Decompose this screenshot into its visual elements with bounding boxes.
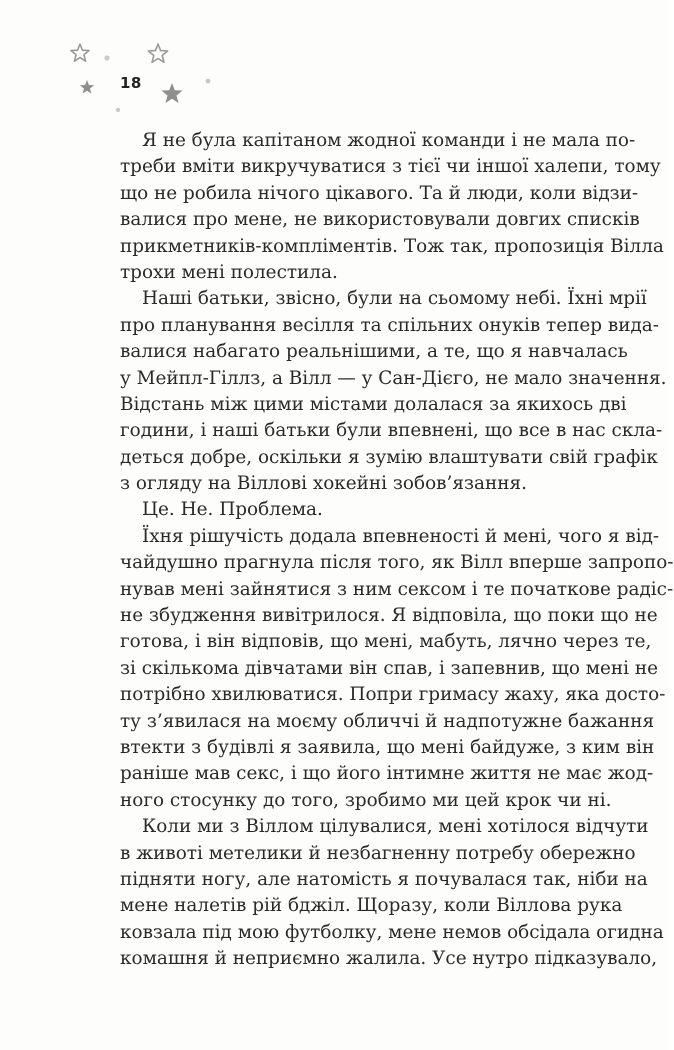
text-line: в животі метелики й незбагненну потребу обережно	[120, 842, 636, 864]
page-number: 18	[120, 74, 142, 92]
text-line: потрібно хвилюватися. Попри гримасу жаху, яка досто-	[120, 684, 666, 706]
text-line: валися набагато реальнішими, а те, що я навчалась	[120, 341, 628, 363]
text-line: Це. Не. Проблема.	[142, 499, 323, 521]
text-line: ного стосунку до того, зробимо ми цей крок чи ні.	[120, 789, 612, 811]
text-line: зі скількома дівчатами він спав, і запевнив, що мені не	[120, 657, 659, 679]
text-line: про планування весілля та спільних онуків тепер вида-	[120, 314, 659, 336]
text-line: Коли ми з Віллом цілувалися, мені хотілося відчути	[142, 816, 649, 838]
star-decoration	[0, 0, 260, 130]
body-text	[120, 128, 674, 973]
text-line: не збудження вивітрилося. Я відповіла, що поки що не	[120, 605, 658, 627]
star-filled-icon	[80, 80, 94, 94]
dot-decoration	[206, 79, 211, 84]
text-line: Я не була капітаном жодної команди і не мала по-	[142, 130, 636, 151]
text-line: Їхня рішучість додала впевненості й мені, чого я від-	[142, 525, 660, 547]
text-line: чайдушно прагнула після того, як Вілл вперше запропо-	[120, 552, 674, 574]
text-line: Наші батьки, звісно, були на сьомому небі. Їхні мрії	[142, 288, 647, 310]
dot-decoration	[104, 55, 109, 60]
star-filled-icon	[162, 83, 183, 103]
star-outline-icon	[71, 44, 89, 61]
text-line: ту з’явилася на моєму обличчі й надпотужне бажання	[120, 710, 655, 732]
text-line: комашня й неприємно жалила. Усе нутро підказувало,	[120, 948, 658, 970]
text-line: з огляду на Віллові хокейні зобов’язання.	[120, 473, 527, 495]
text-line: валися про мене, не використовували довгих списків	[120, 209, 640, 231]
text-line: години, і наші батьки були впевнені, що все в нас скла-	[120, 420, 663, 442]
text-line: раніше мав секс, і що його інтимне життя не має жод-	[120, 763, 654, 785]
text-line: що не робила нічого цікавого. Та й люди, коли відзи-	[120, 182, 639, 204]
text-line: втекти з будівлі я заявила, що мені байдуже, з ким він	[120, 736, 655, 758]
text-line: готова, і він відповів, що мені, мабуть, лячно через те,	[120, 631, 652, 653]
text-line: треби вміти викручуватися з тієї чи іншої халепи, тому	[120, 156, 661, 178]
text-line: ковзала під мою футболку, мене немов обсідала огидна	[120, 921, 664, 943]
text-line: деться добре, оскільки я зумію влаштувати свій графік	[120, 446, 658, 468]
text-line: мене налетів рій бджіл. Щоразу, коли Віллова рука	[120, 895, 623, 917]
star-outline-icon	[148, 44, 167, 62]
text-line: підняти ногу, але натомість я почувалася так, ніби на	[120, 868, 648, 890]
dot-decoration	[116, 108, 120, 112]
text-line: трохи мені полестила.	[120, 261, 338, 283]
text-line: у Мейпл-Гіллз, а Вілл — у Сан-Дієго, не мало значення.	[120, 367, 667, 389]
text-line: прикметників-компліментів. Тож так, пропозиція Вілла	[120, 235, 664, 257]
text-line: Відстань між цими містами долалася за якихось дві	[120, 393, 627, 415]
text-line: нував мені зайнятися з ним сексом і те початкове радіс-	[120, 578, 674, 600]
